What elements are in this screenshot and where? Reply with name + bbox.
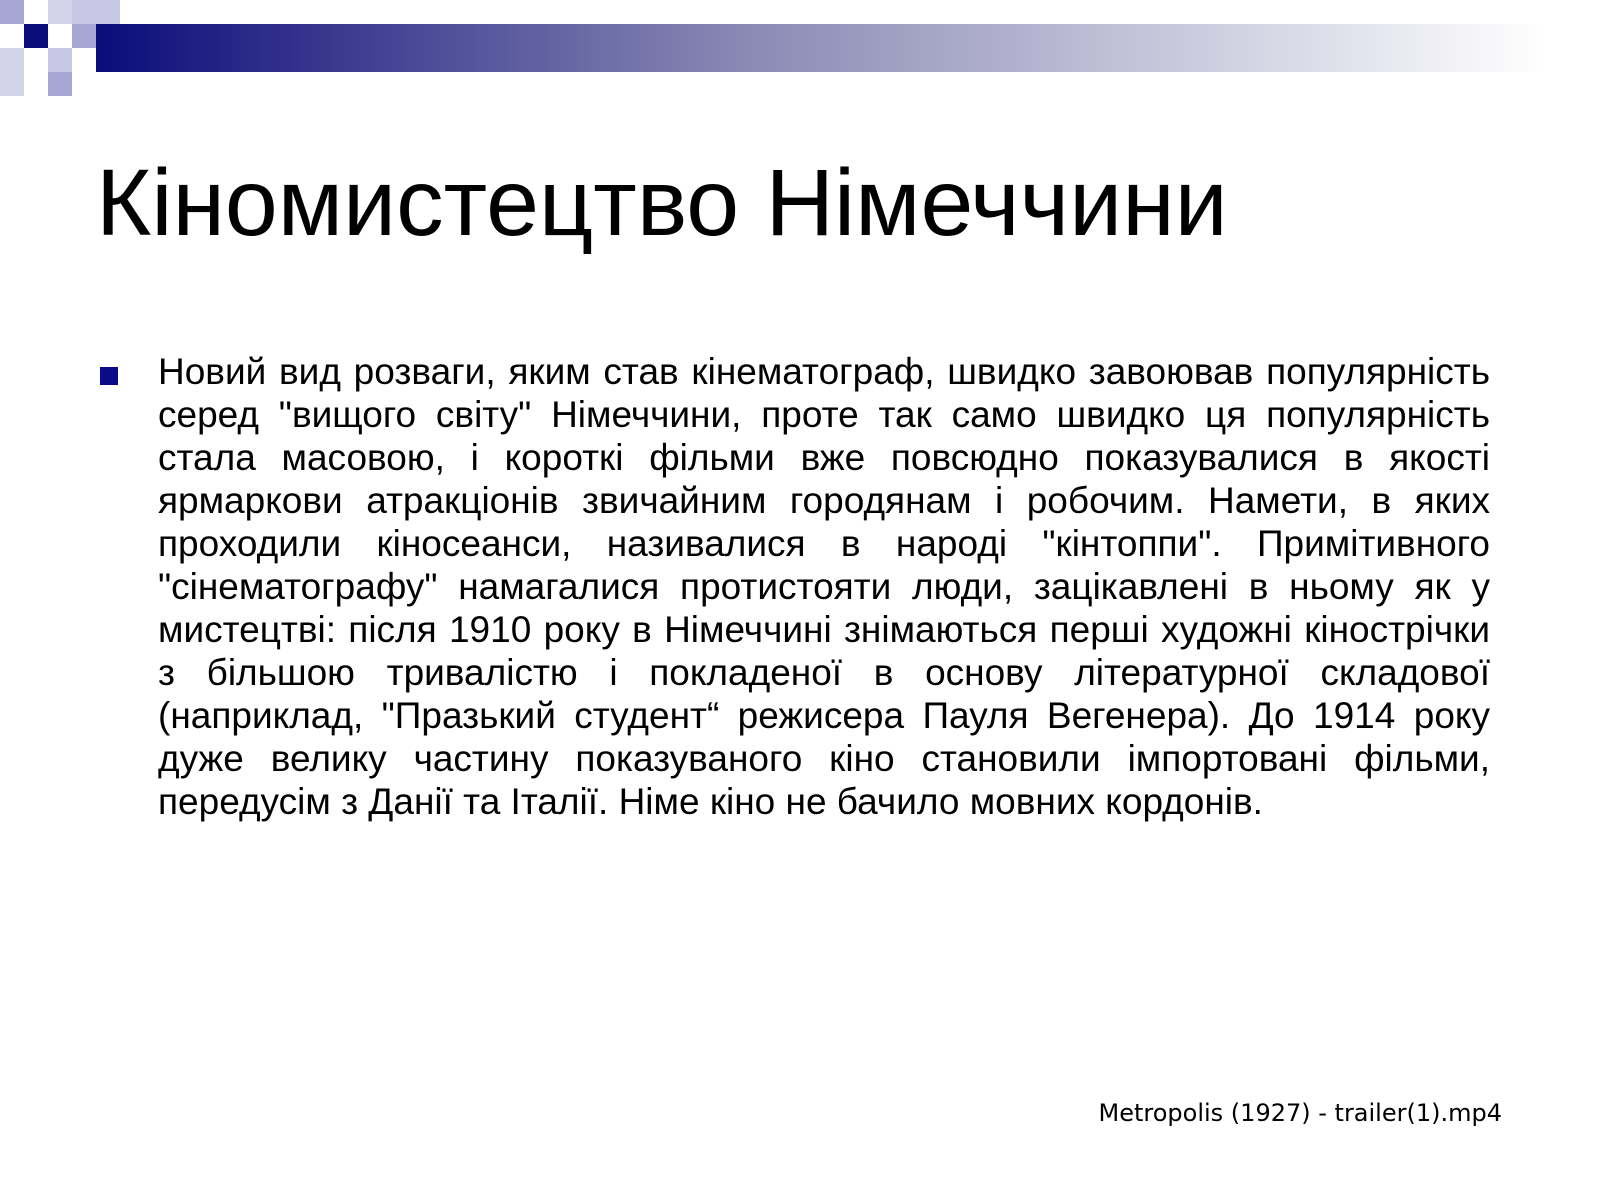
header-square-2 bbox=[48, 0, 72, 24]
bullet-text: Новий вид розваги, яким став кінематограф, швидко завоював популярність серед "вищого світу" Німеччини, проте так само швидко ця популярність стала масовою, і короткі фільми вже повсюдно показувалися в якості ярмаркови атракціонів звичайним городянам і робочим. Намети, в яких проходили кіносеанси, називалися в народі "кінтоппи". Примітивного "сінематографу" намагалися протистояти люди, зацікавлені в ньому як у мистецтві: після 1910 року в Німеччині знімаються перші художні кінострічки з більшою тривалістю і покладеної в основу літературної складової (наприклад, "Празький студент“ режисера Пауля Вегенера). До 1914 року дуже велику частину показуваного кіно становили імпортовані фільми, передусім з Данії та Італії. Німе кіно не бачило мовних кордонів. bbox=[158, 351, 1490, 822]
video-link[interactable]: Metropolis (1927) - trailer(1).mp4 bbox=[1098, 1099, 1502, 1127]
header-decoration bbox=[0, 0, 1600, 100]
header-square-5 bbox=[72, 24, 96, 48]
header-square-8 bbox=[48, 72, 72, 96]
header-square-7 bbox=[48, 48, 72, 72]
header-square-4 bbox=[24, 24, 48, 48]
slide-content bbox=[100, 350, 1490, 823]
header-square-3 bbox=[72, 0, 120, 24]
header-square-1 bbox=[0, 0, 24, 24]
header-square-6 bbox=[0, 48, 24, 96]
square-bullet-icon bbox=[100, 367, 118, 385]
bullet-item bbox=[100, 350, 1490, 823]
header-gradient-band bbox=[96, 24, 1546, 72]
slide-title: Кіномистецтво Німеччини bbox=[96, 150, 1228, 256]
